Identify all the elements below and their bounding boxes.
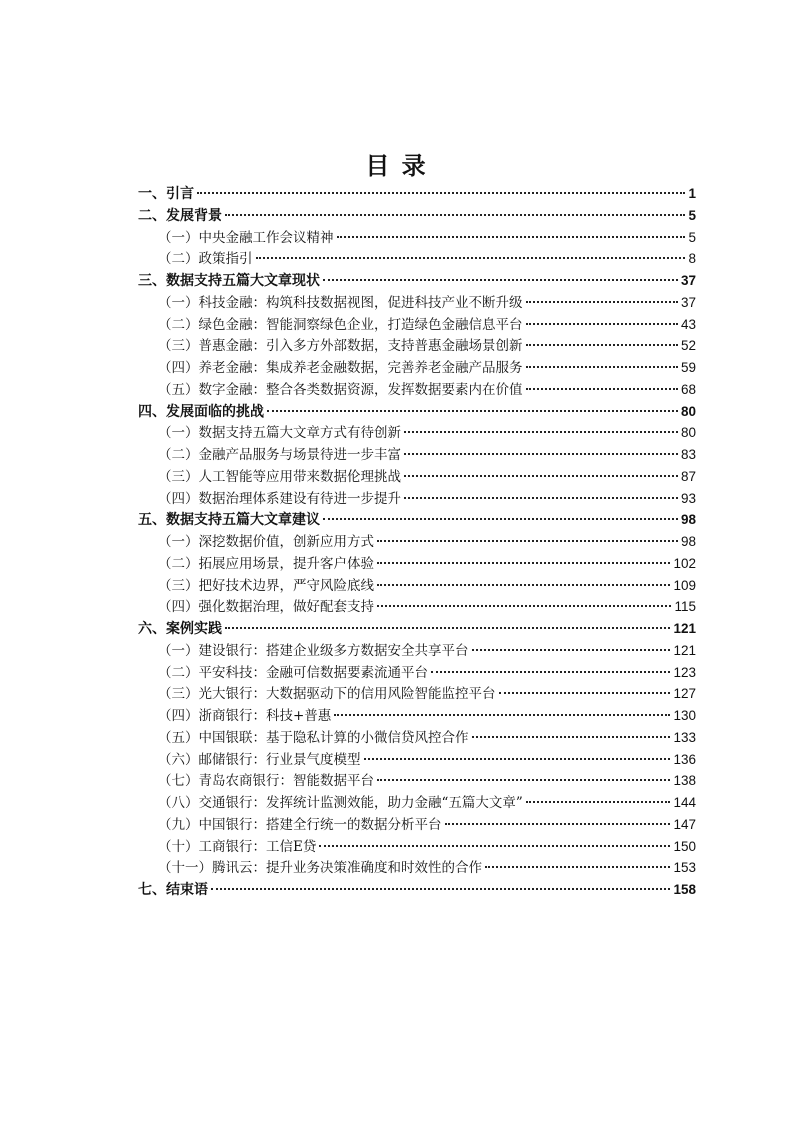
dot-leader — [323, 279, 678, 281]
toc-page-number: 147 — [673, 816, 696, 832]
toc-section-entry[interactable] — [138, 335, 696, 357]
toc-section-entry[interactable] — [138, 640, 696, 662]
dot-leader — [197, 192, 685, 194]
dot-leader — [211, 888, 670, 890]
toc-entry-title: （四）数据治理体系建设有待进一步提升 — [158, 490, 401, 507]
toc-entry-title: （三）把好技术边界，严守风险底线 — [158, 577, 374, 594]
toc-section-entry[interactable] — [138, 596, 696, 618]
toc-page-number: 5 — [688, 229, 696, 245]
toc-entry-title: （二）平安科技：金融可信数据要素流通平台 — [158, 664, 428, 681]
toc-section-entry[interactable] — [138, 792, 696, 814]
toc-page-number: 150 — [673, 838, 696, 854]
toc-page-number: 93 — [680, 490, 696, 506]
toc-section-entry[interactable] — [138, 314, 696, 336]
toc-entry-title: （一）中央金融工作会议精神 — [158, 229, 334, 246]
toc-entry-title: （七）青岛农商银行：智能数据平台 — [158, 773, 374, 790]
dot-leader — [526, 366, 678, 368]
dot-leader — [377, 584, 670, 586]
toc-chapter-entry[interactable] — [138, 183, 696, 205]
toc-entry-title: （五）数字金融：整合各类数据资源，发挥数据要素内在价值 — [158, 381, 523, 398]
toc-chapter-entry[interactable] — [138, 618, 696, 640]
dot-leader — [225, 214, 685, 216]
toc-page-number: 1 — [688, 186, 696, 201]
toc-chapter-entry[interactable] — [138, 879, 696, 901]
toc-entry-title: （一）建设银行：搭建企业级多方数据安全共享平台 — [158, 642, 469, 659]
dot-leader — [319, 845, 670, 847]
dot-leader — [485, 866, 670, 868]
toc-section-entry[interactable] — [138, 836, 696, 858]
toc-page-number: 130 — [673, 708, 696, 723]
toc-section-entry[interactable] — [138, 292, 696, 314]
toc-page-number: 80 — [680, 425, 696, 441]
dot-leader — [431, 671, 670, 673]
toc-page-number: 87 — [680, 468, 696, 484]
toc-page-number: 121 — [673, 642, 696, 658]
toc-page-number: 83 — [680, 447, 696, 462]
toc-entry-title: 七、结束语 — [138, 882, 208, 898]
toc-entry-title: 五、数据支持五篇大文章建议 — [138, 512, 320, 529]
toc-entry-title: （十一）腾讯云：提升业务决策准确度和时效性的合作 — [158, 860, 482, 877]
toc-page-number: 43 — [680, 316, 696, 332]
toc-section-entry[interactable] — [138, 422, 696, 444]
dot-leader — [404, 475, 678, 477]
toc-page-number: 109 — [673, 577, 696, 593]
page-title: 目 录 — [365, 152, 428, 180]
toc-page-number: 59 — [680, 360, 696, 375]
toc-section-entry[interactable] — [138, 705, 696, 727]
toc-page-number: 115 — [674, 599, 696, 615]
toc-entry-title: 三、数据支持五篇大文章现状 — [138, 273, 320, 289]
toc-section-entry[interactable] — [138, 531, 696, 553]
toc-section-entry[interactable] — [138, 662, 696, 684]
toc-section-entry[interactable] — [138, 466, 696, 488]
toc-entry-title: （一）数据支持五篇大文章方式有待创新 — [158, 425, 401, 442]
toc-page-number: 5 — [688, 207, 696, 223]
toc-section-entry[interactable] — [138, 553, 696, 575]
toc-page-number: 98 — [680, 512, 696, 528]
dot-leader — [445, 823, 671, 825]
toc-entry-title: （一）科技金融：构筑科技数据视图，促进科技产业不断升级 — [158, 294, 523, 311]
toc-page-number: 127 — [673, 686, 696, 702]
toc-section-entry[interactable] — [138, 444, 696, 466]
toc-entry-title: 一、引言 — [138, 186, 194, 202]
dot-leader — [404, 497, 678, 499]
toc-entry-title: （十）工商银行：工信E贷 — [158, 838, 317, 855]
toc-page-number: 133 — [673, 729, 696, 745]
dot-leader — [526, 388, 678, 390]
toc-page-number: 98 — [680, 534, 696, 549]
dot-leader — [472, 649, 671, 651]
toc-section-entry[interactable] — [138, 379, 696, 401]
toc-entry-title: （三）人工智能等应用带来数据伦理挑战 — [158, 468, 401, 485]
toc-entry-title: （六）邮储银行：行业景气度模型 — [158, 751, 361, 768]
toc-entry-title: 四、发展面临的挑战 — [138, 403, 264, 420]
dot-leader — [323, 518, 678, 520]
toc-page-number: 37 — [680, 273, 696, 288]
toc-entry-title: 二、发展背景 — [138, 207, 222, 224]
table-of-contents — [138, 183, 696, 901]
toc-entry-title: （三）普惠金融：引入多方外部数据，支持普惠金融场景创新 — [158, 338, 523, 355]
toc-page-number: 158 — [673, 882, 696, 897]
dot-leader — [337, 236, 686, 238]
toc-section-entry[interactable] — [138, 770, 696, 792]
toc-page-number: 123 — [673, 664, 696, 680]
dot-leader — [225, 627, 670, 629]
dot-leader — [499, 692, 671, 694]
dot-leader — [364, 758, 671, 760]
toc-section-entry[interactable] — [138, 683, 696, 705]
toc-page-number: 144 — [673, 795, 696, 810]
toc-page-number: 153 — [673, 860, 696, 876]
toc-section-entry[interactable] — [138, 727, 696, 749]
toc-entry-title: （二）绿色金融：智能洞察绿色企业，打造绿色金融信息平台 — [158, 316, 523, 333]
toc-entry-title: （一）深挖数据价值，创新应用方式 — [158, 534, 374, 550]
toc-page-number: 37 — [680, 294, 696, 310]
dot-leader — [334, 714, 670, 716]
toc-section-entry[interactable] — [138, 857, 696, 879]
dot-leader — [377, 540, 678, 542]
toc-chapter-entry[interactable] — [138, 401, 696, 423]
toc-entry-title: （四）强化数据治理，做好配套支持 — [158, 599, 374, 616]
toc-chapter-entry[interactable] — [138, 270, 696, 292]
toc-entry-title: （五）中国银联：基于隐私计算的小微信贷风控合作 — [158, 729, 469, 746]
dot-leader — [404, 453, 678, 455]
toc-page-number: 8 — [688, 251, 696, 267]
toc-entry-title: （二）政策指引 — [158, 251, 253, 268]
toc-entry-title: 六、案例实践 — [138, 621, 222, 637]
toc-page-number: 138 — [673, 773, 696, 789]
toc-section-entry[interactable] — [138, 749, 696, 771]
toc-section-entry[interactable] — [138, 248, 696, 270]
toc-section-entry[interactable] — [138, 488, 696, 510]
toc-section-entry[interactable] — [138, 357, 696, 379]
toc-section-entry[interactable] — [138, 814, 696, 836]
toc-chapter-entry[interactable] — [138, 509, 696, 531]
toc-entry-title: （四）养老金融：集成养老金融数据，完善养老金融产品服务 — [158, 360, 523, 376]
toc-entry-title: （四）浙商银行：科技+普惠 — [158, 708, 332, 724]
dot-leader — [526, 323, 678, 325]
toc-page-number: 121 — [673, 621, 696, 636]
dot-leader — [472, 736, 671, 738]
toc-page-number: 68 — [680, 381, 696, 397]
dot-leader — [267, 410, 678, 412]
dot-leader — [377, 779, 670, 781]
toc-entry-title: （二）金融产品服务与场景待进一步丰富 — [158, 447, 401, 463]
toc-page-number: 136 — [673, 751, 696, 767]
toc-entry-title: （九）中国银行：搭建全行统一的数据分析平台 — [158, 816, 442, 833]
dot-leader — [377, 605, 671, 607]
toc-page-number: 80 — [680, 403, 696, 419]
dot-leader — [404, 431, 678, 433]
dot-leader — [526, 344, 678, 346]
toc-chapter-entry[interactable] — [138, 205, 696, 227]
toc-section-entry[interactable] — [138, 227, 696, 249]
toc-section-entry[interactable] — [138, 575, 696, 597]
toc-entry-title: （八）交通银行：发挥统计监测效能，助力金融“五篇大文章” — [158, 795, 523, 811]
dot-leader — [526, 301, 678, 303]
toc-page-number: 52 — [680, 338, 696, 354]
toc-entry-title: （三）光大银行：大数据驱动下的信用风险智能监控平台 — [158, 686, 496, 703]
toc-page-number: 102 — [673, 555, 696, 571]
dot-leader — [377, 562, 670, 564]
dot-leader — [526, 801, 671, 803]
dot-leader — [256, 257, 686, 259]
toc-entry-title: （二）拓展应用场景，提升客户体验 — [158, 555, 374, 572]
